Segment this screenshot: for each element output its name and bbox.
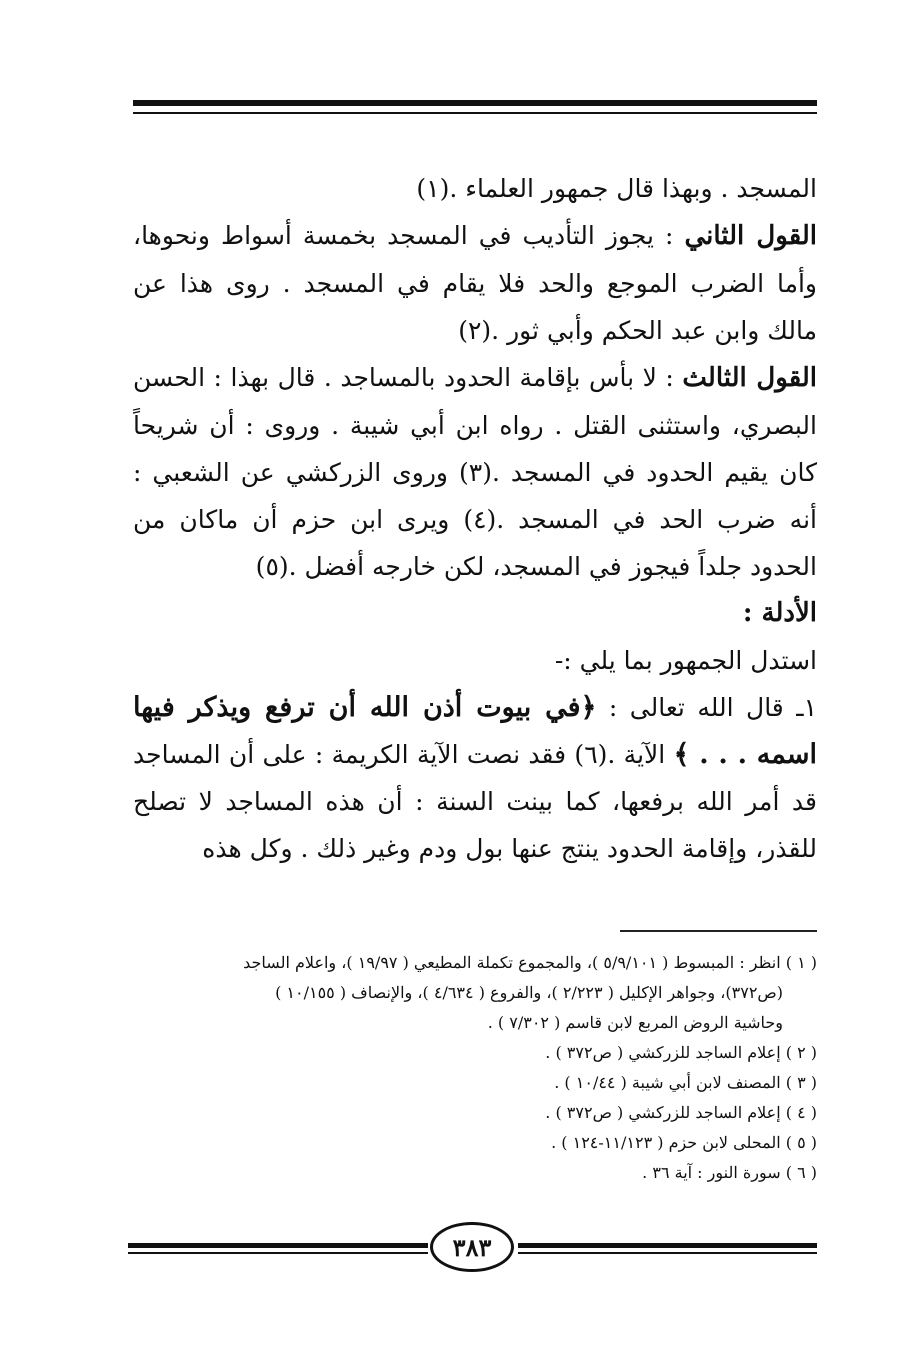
footer-rule-right-thick	[518, 1243, 817, 1248]
footer-rule-left-thick	[128, 1243, 428, 1248]
footnote-1-line-1: ( ١ ) انظر : المبسوط ( ٥/٩/١٠١ )، والمجموع تكملة المطيعي ( ١٩/٩٧ )، واعلام الساجد	[243, 953, 817, 972]
footnote-5: ( ٥ ) المحلى لابن حزم ( ١١/١٢٣-١٢٤ ) .	[551, 1133, 817, 1152]
header-rule-thick	[133, 100, 817, 106]
item-1-rest: الآية .(٦) فقد نصت الآية الكريمة : على أن المساجد قد أمر الله برفعها، كما بينت السنة : أن هذه المساجد لا تصلح للقذر، وإقامة الحدود ينتج عنها بول ودم وغير ذلك . وكل هذه	[133, 740, 817, 863]
footer-rule-right-thin	[518, 1252, 817, 1254]
paragraph-third-opinion	[133, 354, 817, 590]
footnote-1-line-2: (ص٣٧٢)، وجواهر الإكليل ( ٢/٢٢٣ )، والفروع ( ٤/٦٣٤ )، والإنصاف ( ١٠/١٥٥ )	[275, 983, 783, 1002]
footnote-3: ( ٣ ) المصنف لابن أبي شيبة ( ١٠/٤٤ ) .	[554, 1073, 817, 1092]
footnote-6: ( ٦ ) سورة النور : آية ٣٦ .	[642, 1163, 817, 1182]
footnote-separator	[620, 930, 817, 932]
paragraph-second-opinion	[133, 212, 817, 354]
page-number: ٣٨٣	[452, 1232, 492, 1262]
third-opinion-text: : لا بأس بإقامة الحدود بالمساجد . قال بهذا : الحسن البصري، واستثنى القتل . رواه ابن أبي شيبة . وروى : أن شريحاً كان يقيم الحدود في المسجد .(٣) وروى الزركشي عن الشعبي : أنه ضرب الحد في المسجد .(٤) ويرى ابن حزم أن ماكان من الحدود جلداً فيجوز في المسجد، لكن خارجه أفضل .(٥)	[133, 363, 817, 581]
quran-verse: ﴿في بيوت أذن الله أن ترفع ويذكر فيها اسمه . . . ﴾	[133, 692, 817, 770]
footnote-1-line-3: وحاشية الروض المربع لابن قاسم ( ٧/٣٠٢ ) .	[487, 1013, 783, 1032]
footnote-4: ( ٤ ) إعلام الساجد للزركشي ( ص٣٧٢ ) .	[545, 1103, 817, 1122]
header-rule-thin	[133, 112, 817, 114]
main-text	[133, 165, 817, 872]
second-opinion-text: : يجوز التأديب في المسجد بخمسة أسواط ونحوها، وأما الضرب الموجع والحد فلا يقام في المسجد . روى هذا عن مالك وابن عبد الحكم وأبي ثور .(٢)	[133, 221, 817, 345]
item-1-start: ١ـ قال الله تعالى :	[608, 693, 817, 722]
evidence-item-1	[133, 684, 817, 872]
footnote-2: ( ٢ ) إعلام الساجد للزركشي ( ص٣٧٢ ) .	[545, 1043, 817, 1062]
third-opinion-label: القول الثالث	[682, 363, 817, 393]
page-number-badge	[430, 1222, 514, 1272]
footnotes	[133, 948, 817, 1188]
footer-rule-left-thin	[128, 1252, 428, 1254]
paragraph-line-1: المسجد . وبهذا قال جمهور العلماء .(١)	[416, 174, 817, 203]
evidence-intro: استدل الجمهور بما يلي :-	[554, 646, 817, 675]
evidence-heading: الأدلة :	[742, 598, 817, 628]
second-opinion-label: القول الثاني	[684, 221, 817, 251]
